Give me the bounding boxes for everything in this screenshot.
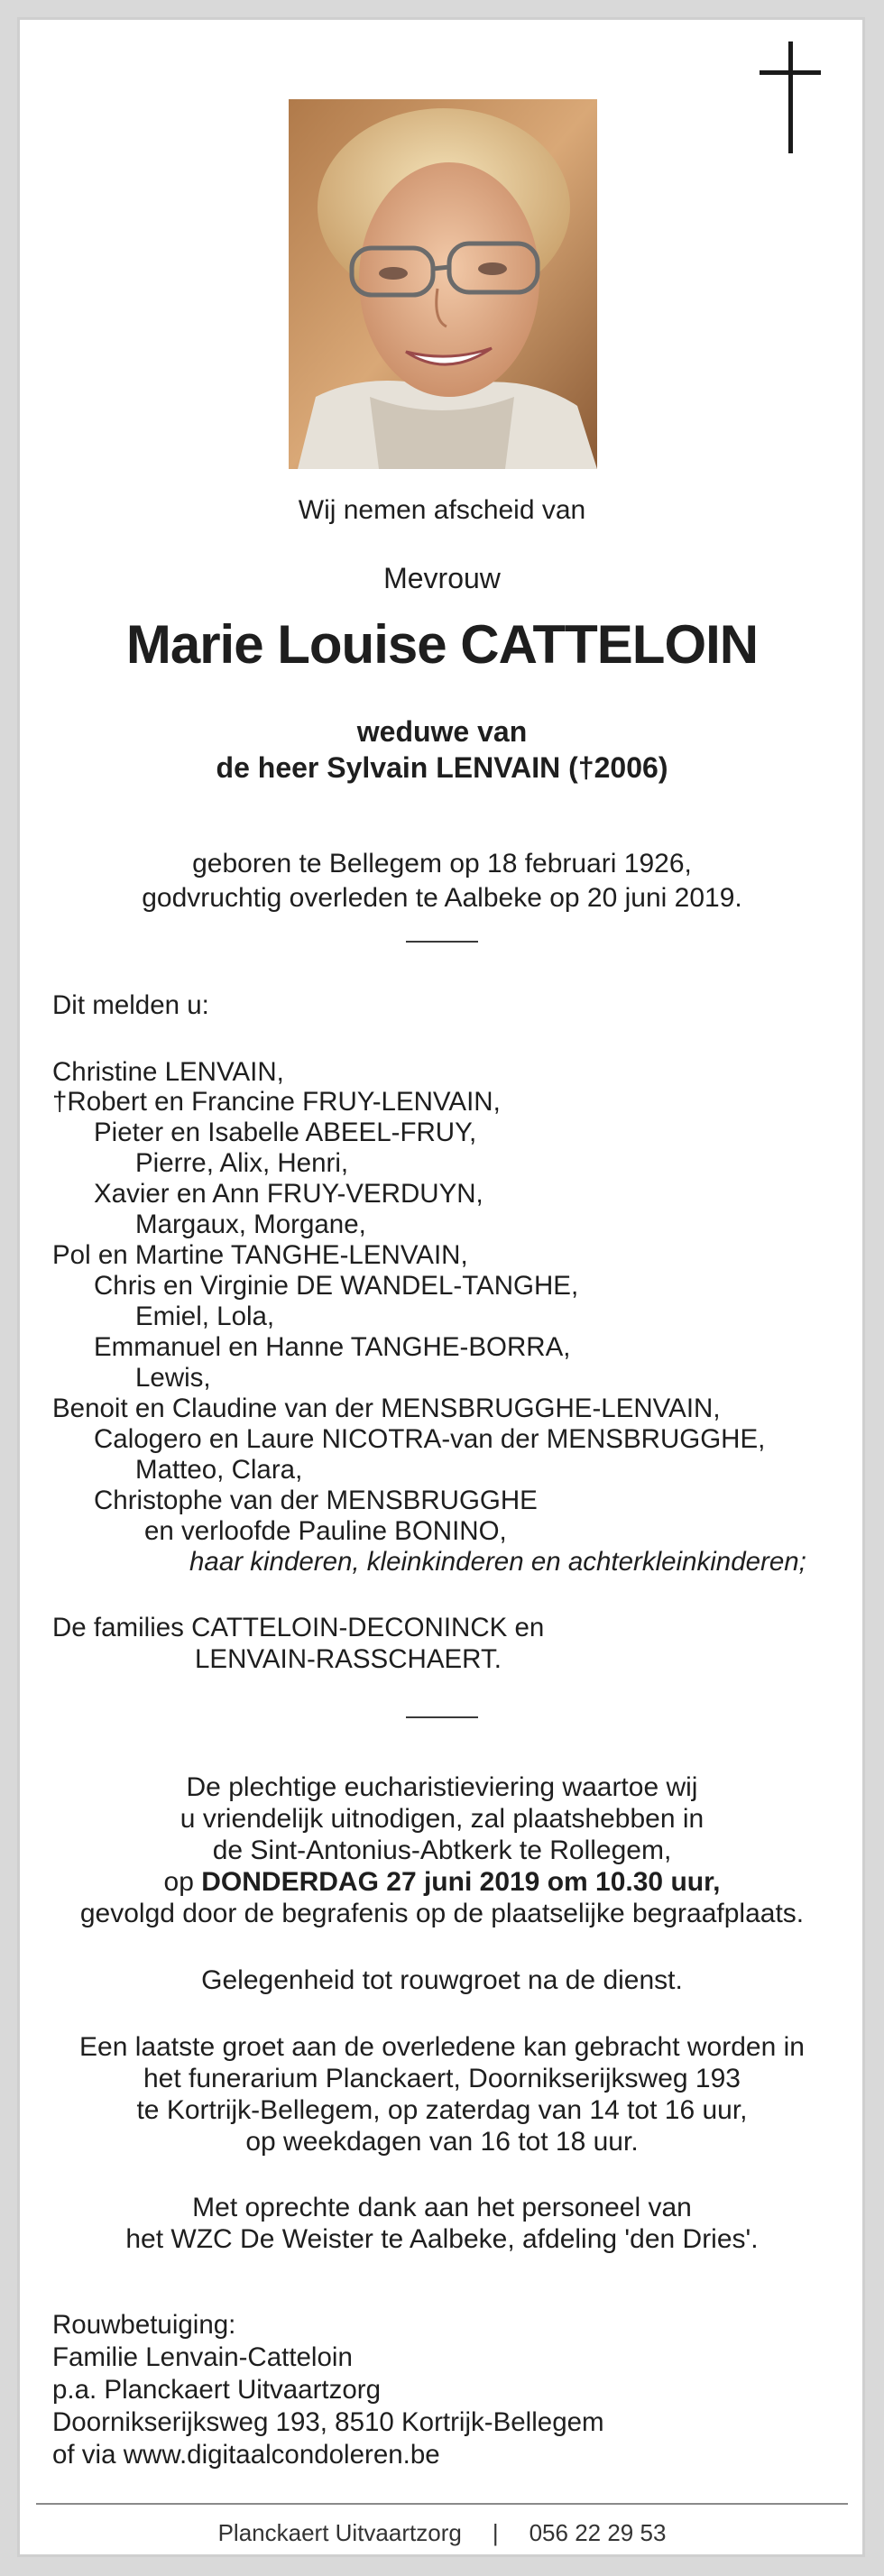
thanks-line: het WZC De Weister te Aalbeke, afdeling 'den Dries'. xyxy=(125,2224,759,2254)
footer-phone: 056 22 29 53 xyxy=(529,2519,667,2546)
family-line: Chris en Virginie DE WANDEL-TANGHE, xyxy=(94,1271,579,1301)
widow-line-2: de heer Sylvain LENVAIN (†2006) xyxy=(216,751,668,784)
announce-line: Dit melden u: xyxy=(52,990,209,1020)
address-line: of via www.digitaalcondoleren.be xyxy=(52,2440,440,2470)
footer-company: Planckaert Uitvaartzorg xyxy=(217,2519,462,2546)
footer xyxy=(0,2518,884,2547)
death-line: godvruchtig overleden te Aalbeke op 20 juni 2019. xyxy=(142,883,742,913)
address-line: Familie Lenvain-Catteloin xyxy=(52,2342,353,2372)
family-line: Emiel, Lola, xyxy=(135,1302,275,1331)
burial-line: gevolgd door de begrafenis op de plaatselijke begraafplaats. xyxy=(79,1899,805,1928)
address-line: Rouwbetuiging: xyxy=(52,2310,236,2340)
address-line: p.a. Planckaert Uitvaartzorg xyxy=(52,2375,381,2405)
family-line: Emmanuel en Hanne TANGHE-BORRA, xyxy=(94,1332,571,1362)
deceased-name: Marie Louise CATTELOIN xyxy=(125,614,759,675)
address-line: Doornikserijksweg 193, 8510 Kortrijk-Bellegem xyxy=(52,2407,604,2437)
family-line: Xavier en Ann FRUY-VERDUYN, xyxy=(94,1179,483,1209)
family-line: Pol en Martine TANGHE-LENVAIN, xyxy=(52,1240,468,1270)
family-line: Benoit en Claudine van der MENSBRUGGHE-LENVAIN, xyxy=(52,1394,721,1423)
birth-line: geboren te Bellegem op 18 februari 1926, xyxy=(192,849,692,879)
family-line: Matteo, Clara, xyxy=(135,1455,303,1485)
visit-line: op weekdagen van 16 tot 18 uur. xyxy=(245,2127,639,2157)
divider-2 xyxy=(406,1716,478,1718)
visit-line: Een laatste groet aan de overledene kan gebracht worden in xyxy=(79,2032,805,2062)
family-line: Christine LENVAIN, xyxy=(52,1057,284,1087)
family-line: †Robert en Francine FRUY-LENVAIN, xyxy=(52,1087,501,1117)
ceremony-date: op DONDERDAG 27 juni 2019 om 10.30 uur, xyxy=(163,1867,721,1897)
portrait-photo xyxy=(289,99,597,469)
footer-separator: | xyxy=(492,2519,499,2546)
intro-text: Wij nemen afscheid van xyxy=(298,495,586,525)
condolence-line: Gelegenheid tot rouwgroet na de dienst. xyxy=(201,1965,683,1995)
visit-line: het funerarium Planckaert, Doornikserijksweg 193 xyxy=(143,2064,741,2093)
salutation: Mevrouw xyxy=(383,562,501,594)
families-line-1: De families CATTELOIN-DECONINCK en xyxy=(52,1613,545,1642)
footer-divider xyxy=(36,2503,848,2505)
family-closing: haar kinderen, kleinkinderen en achterkleinkinderen; xyxy=(189,1547,806,1577)
thanks-line: Met oprechte dank aan het personeel van xyxy=(192,2193,692,2222)
visit-line: te Kortrijk-Bellegem, op zaterdag van 14 tot 16 uur, xyxy=(136,2095,748,2125)
family-line: Pierre, Alix, Henri, xyxy=(135,1148,349,1178)
cross-icon xyxy=(754,36,826,153)
widow-line-1: weduwe van xyxy=(356,715,528,748)
families-line-2: LENVAIN-RASSCHAERT. xyxy=(195,1644,502,1674)
family-line: Margaux, Morgane, xyxy=(135,1210,366,1239)
ceremony-line: De plechtige eucharistieviering waartoe wij xyxy=(186,1772,698,1802)
divider-1 xyxy=(406,941,478,943)
family-line: Lewis, xyxy=(135,1363,211,1393)
ceremony-line: de Sint-Antonius-Abtkerk te Rollegem, xyxy=(212,1835,672,1865)
family-line: Calogero en Laure NICOTRA-van der MENSBRUGGHE, xyxy=(94,1424,766,1454)
family-line: Pieter en Isabelle ABEEL-FRUY, xyxy=(94,1118,477,1147)
ceremony-line: u vriendelijk uitnodigen, zal plaatshebben in xyxy=(180,1804,704,1834)
family-line: Christophe van der MENSBRUGGHE xyxy=(94,1486,538,1515)
family-line: en verloofde Pauline BONINO, xyxy=(144,1516,507,1546)
